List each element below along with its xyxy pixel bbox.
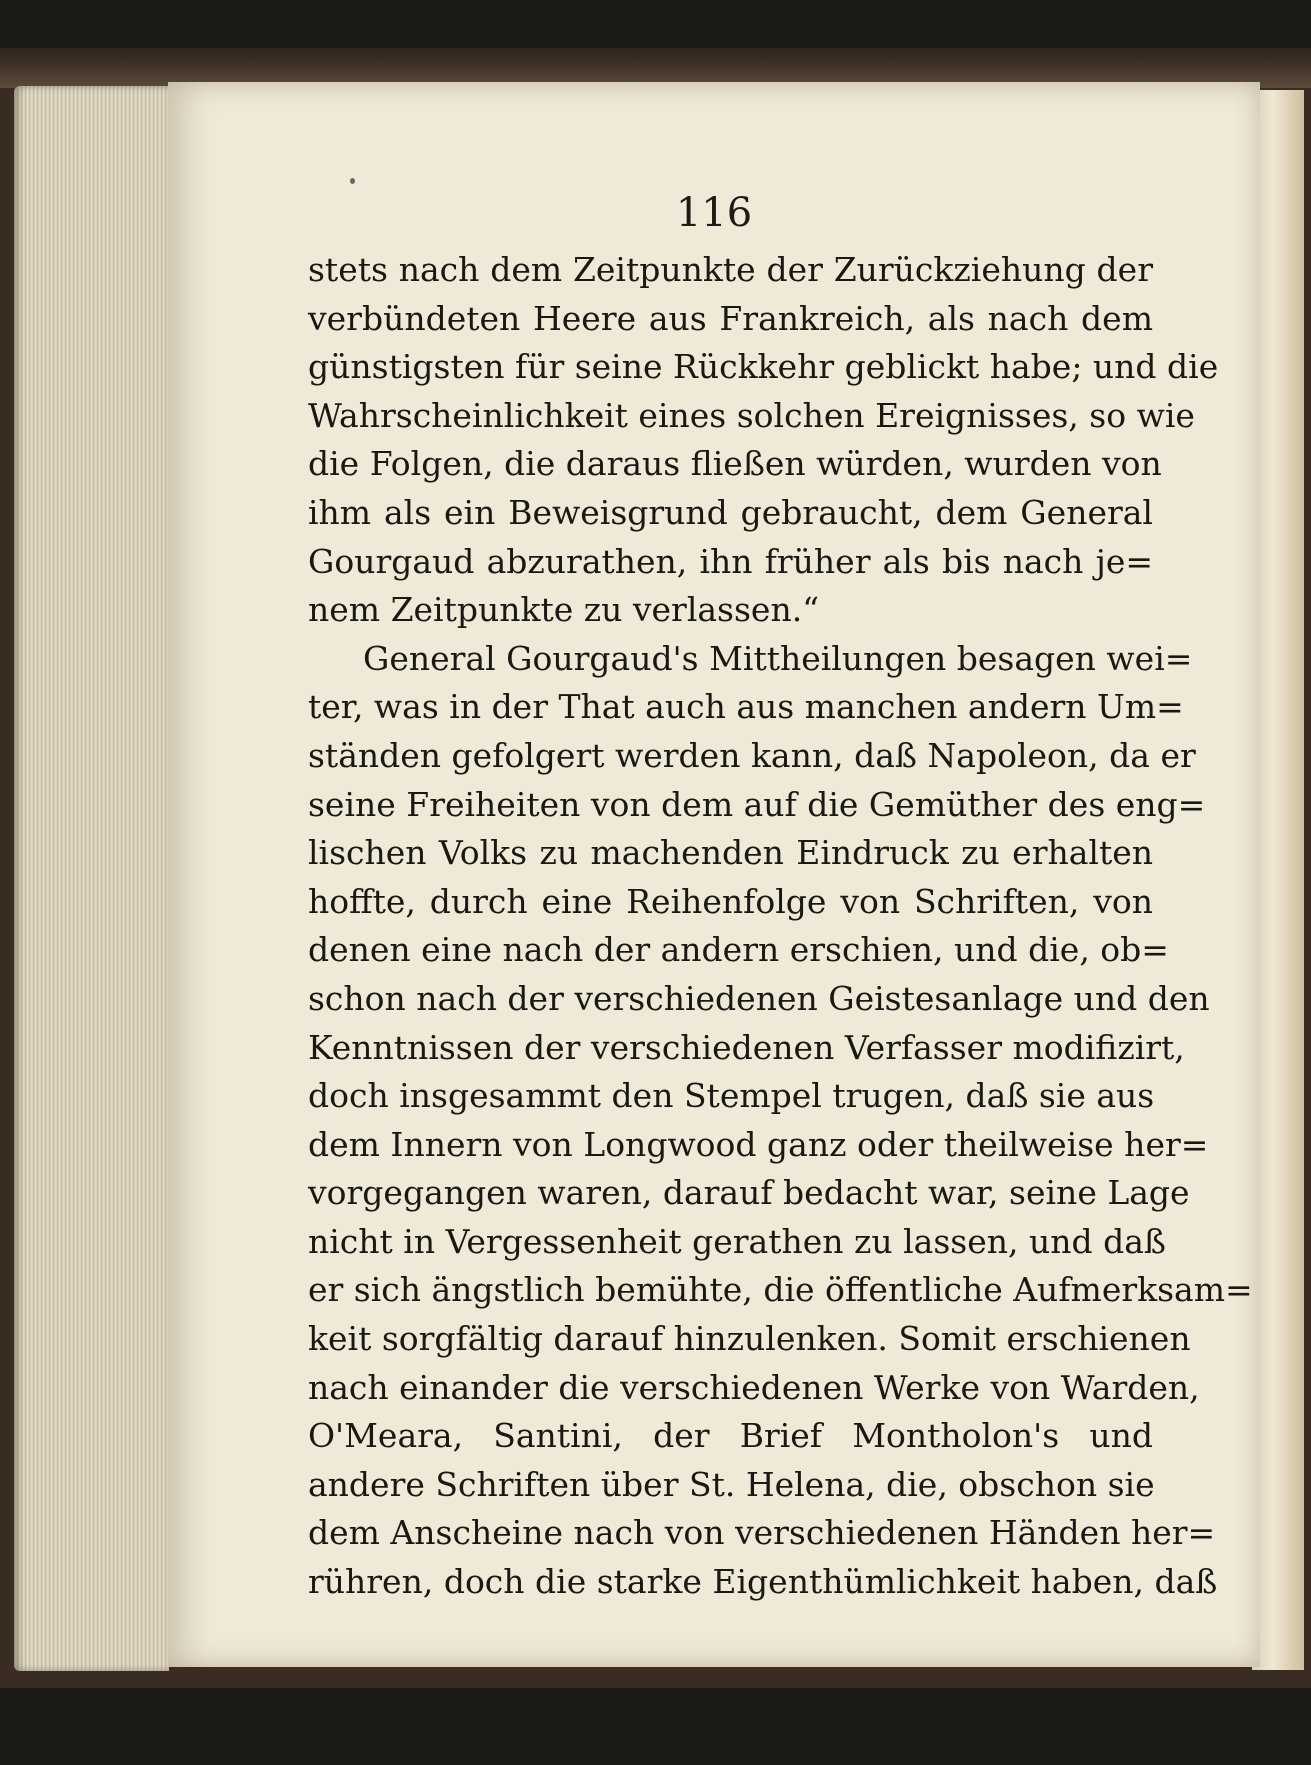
text-line: ihm als ein Beweisgrund gebraucht, dem General [308, 492, 1153, 532]
page-text [308, 246, 1253, 1607]
text-line: keit sorgfältig darauf hinzulenken. Somit erschienen [308, 1319, 1191, 1359]
text-line: nicht in Vergessenheit gerathen zu lassen, und daß [308, 1221, 1166, 1261]
text-line: er sich ängstlich bemühte, die öffentliche Aufmerksam= [308, 1270, 1253, 1310]
text-line: Wahrscheinlichkeit eines solchen Ereignisses, so wie [308, 395, 1195, 435]
text-line: General Gourgaud's Mittheilungen besagen wei= [363, 638, 1193, 678]
text-line: Kenntnissen der verschiedenen Verfasser modifizirt, [308, 1027, 1185, 1067]
text-line: günstigsten für seine Rückkehr geblickt habe; und die [308, 347, 1219, 387]
text-line: seine Freiheiten von dem auf die Gemüther des eng= [308, 784, 1206, 824]
text-line: O'Meara, Santini, der Brief Montholon's und [308, 1416, 1153, 1456]
text-line: ständen gefolgert werden kann, daß Napoleon, da er [308, 735, 1196, 775]
text-line: rühren, doch die starke Eigenthümlichkeit haben, daß [308, 1562, 1218, 1602]
ink-speck [350, 178, 355, 184]
text-line: verbündeten Heere aus Frankreich, als nach dem [308, 298, 1153, 338]
text-line: schon nach der verschiedenen Geistesanlage und den [308, 978, 1210, 1018]
text-line: doch insgesammt den Stempel trugen, daß sie aus [308, 1076, 1155, 1116]
page-number: 116 [675, 190, 753, 236]
text-line: die Folgen, die daraus fließen würden, wurden von [308, 444, 1162, 484]
text-line: denen eine nach der andern erschien, und die, ob= [308, 930, 1169, 970]
text-line: ter, was in der That auch aus manchen andern Um= [308, 687, 1184, 727]
text-line: Gourgaud abzurathen, ihn früher als bis nach je= [308, 541, 1153, 581]
text-line: dem Anscheine nach von verschiedenen Händen her= [308, 1513, 1216, 1553]
text-line: andere Schriften über St. Helena, die, obschon sie [308, 1464, 1155, 1504]
text-line: lischen Volks zu machenden Eindruck zu erhalten [308, 833, 1153, 873]
page-stack-left [14, 86, 169, 1671]
text-line: hoffte, durch eine Reihenfolge von Schriften, von [308, 881, 1153, 921]
book-page [168, 82, 1260, 1667]
text-line: vorgegangen waren, darauf bedacht war, seine Lage [308, 1173, 1190, 1213]
text-line: nach einander die verschiedenen Werke von Warden, [308, 1367, 1200, 1407]
text-line: dem Innern von Longwood ganz oder theilweise her= [308, 1124, 1209, 1164]
text-line: nem Zeitpunkte zu verlassen.“ [308, 590, 820, 630]
text-line: stets nach dem Zeitpunkte der Zurückziehung der [308, 250, 1153, 289]
